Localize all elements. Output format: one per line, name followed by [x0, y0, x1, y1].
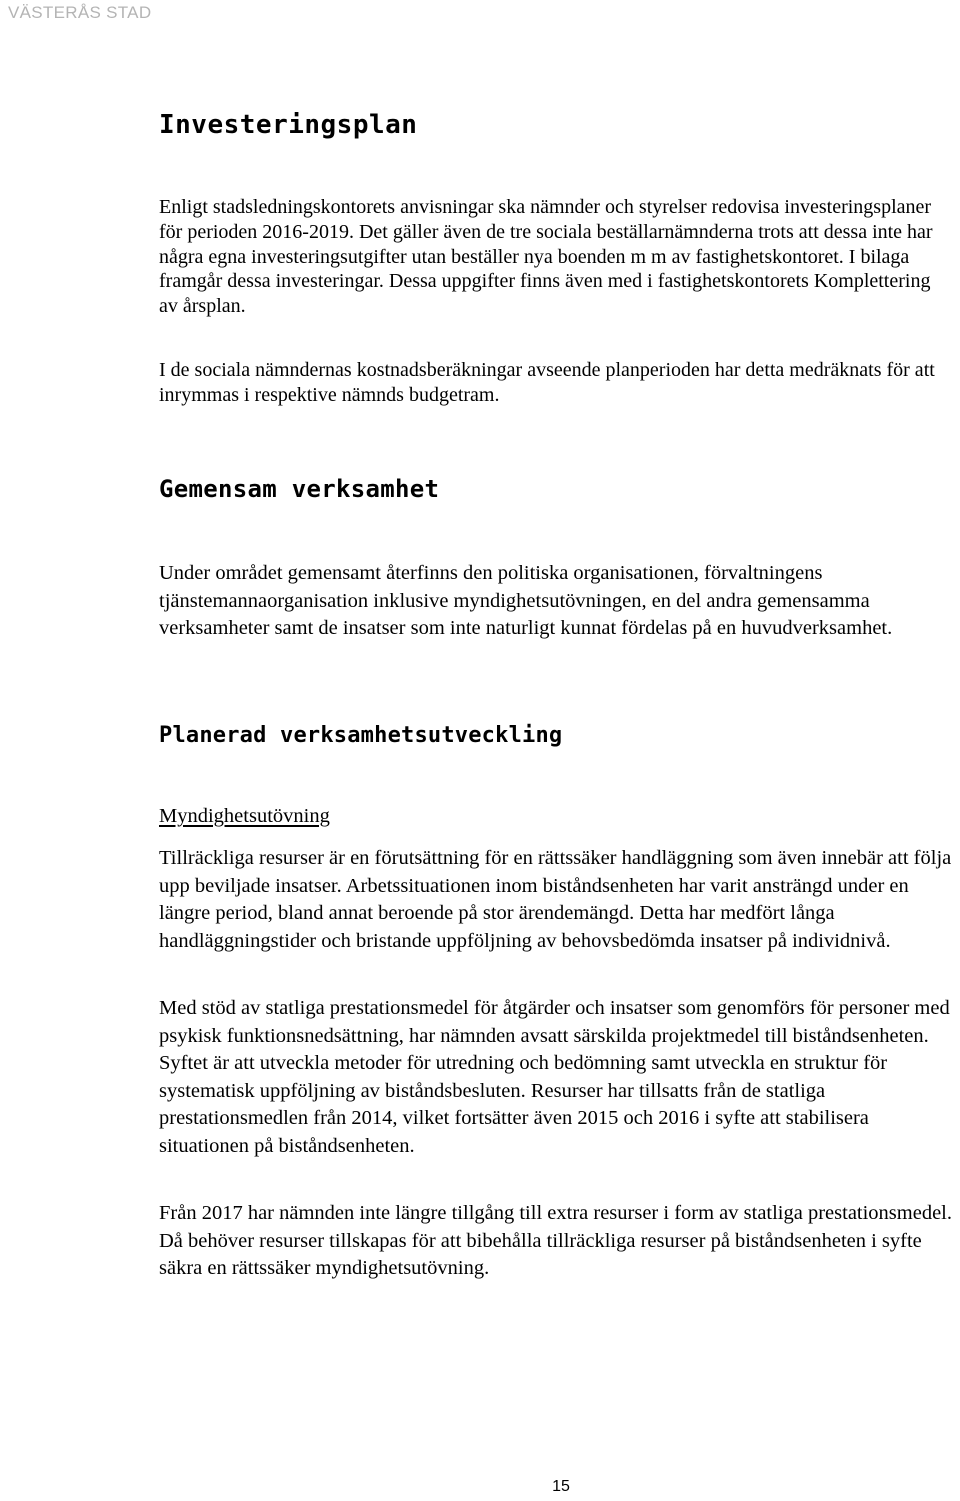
page-number: 15: [552, 1478, 570, 1495]
paragraph-planerad-1: Tillräckliga resurser är en förutsättning för en rättssäker handläggning som även innebär att följa upp beviljade insatser. Arbetssituationen inom biståndsenheten har varit ansträngd under en längre period, bland annat beroende på stor ärendemängd. Detta har medfört långa handläggningstider och bristande uppföljning av behovsbedömda insatser på individnivå.: [159, 847, 952, 952]
paragraph-planerad-2: Med stöd av statliga prestationsmedel för åtgärder och insatser som genomförs för personer med psykisk funktionsnedsättning, har nämnden avsatt särskilda projektmedel till biståndsenheten. Syftet är att utveckla metoder för utredning och bedömning samt utveckla en struktur för systematisk uppföljning av biståndsbesluten. Resurser har tillsatts från de statliga prestationsmedlen från 2014, vilket fortsätter även 2015 och 2016 i syfte att stabilisera situationen på biståndsenheten.: [159, 997, 950, 1157]
paragraph-investeringsplan-1: Enligt stadsledningskontorets anvisningar ska nämnder och styrelser redovisa investeringsplaner för perioden 2016-2019. Det gäller även de tre sociala beställarnämnderna trots att dessa inte har några egna investeringsutgifter utan beställer nya boenden m m av fastighetskontoret. I bilaga framgår dessa investeringar. Dessa uppgifter finns även med i fastighetskontorets Komplettering av årsplan.: [159, 196, 933, 318]
subheading-myndighetsutovning: Myndighetsutövning: [159, 805, 330, 827]
section-heading-planerad-verksamhetsutveckling: Planerad verksamhetsutveckling: [159, 723, 563, 748]
section-heading-gemensam-verksamhet: Gemensam verksamhet: [159, 475, 440, 503]
section-heading-investeringsplan: Investeringsplan: [159, 110, 418, 140]
paragraph-investeringsplan-2: I de sociala nämndernas kostnadsberäkningar avseende planperioden har detta medräknats för att inrymmas i respektive nämnds budgetram.: [159, 359, 935, 406]
organization-name: VÄSTERÅS STAD: [8, 3, 152, 22]
paragraph-gemensam-1: Under området gemensamt återfinns den politiska organisationen, förvaltningens tjänstemannaorganisation inklusive myndighetsutövningen, en del andra gemensamma verksamheter samt de insatser som inte naturligt kunnat fördelas på en huvudverksamhet.: [159, 562, 893, 640]
paragraph-planerad-3: Från 2017 har nämnden inte längre tillgång till extra resurser i form av statliga prestationsmedel. Då behöver resurser tillskapas för att bibehålla tillräckliga resurser på biståndsenheten i syfte säkra en rättssäker myndighetsutövning.: [159, 1202, 953, 1280]
